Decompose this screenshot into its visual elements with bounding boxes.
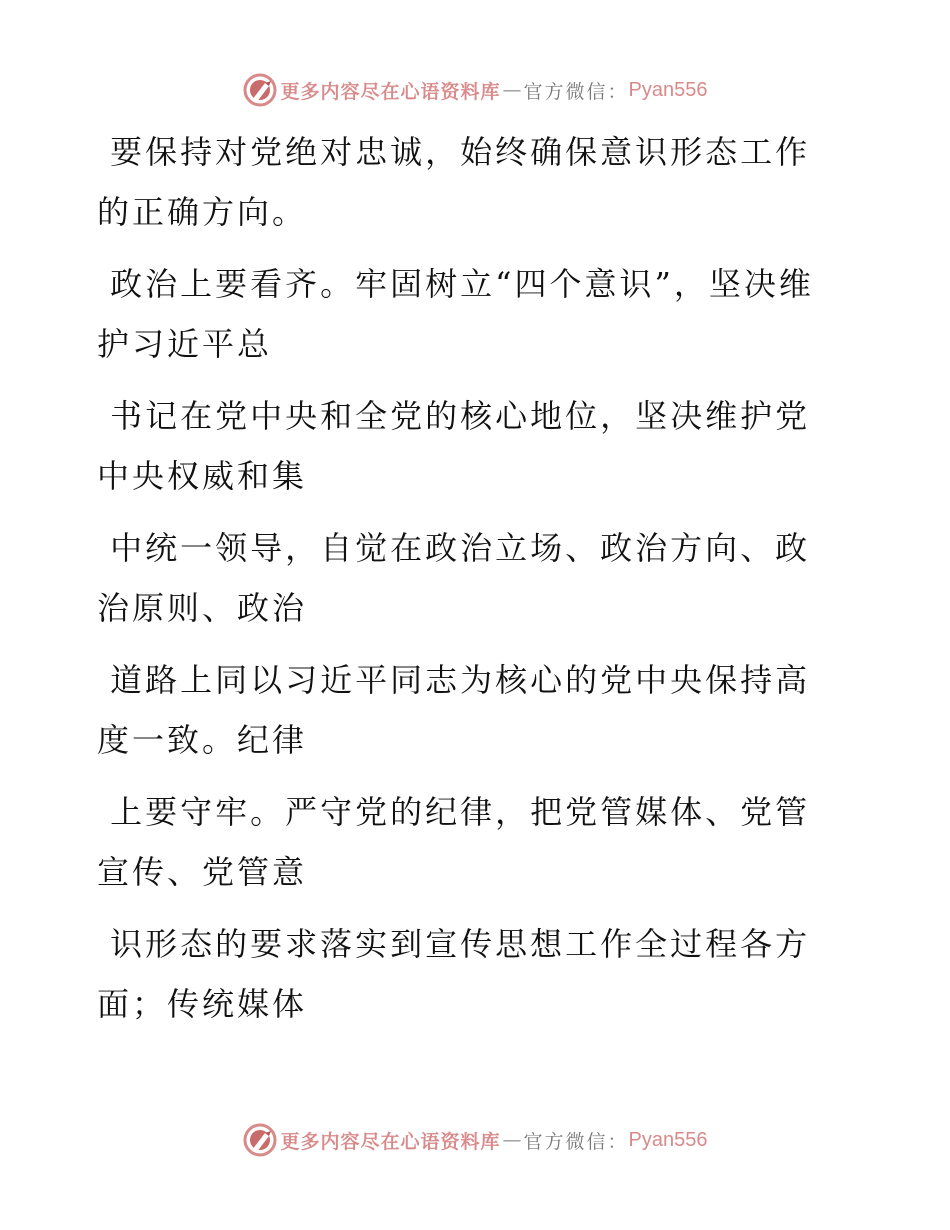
document-body — [97, 122, 837, 1046]
watermark-wechat-id: Pyan556 — [628, 78, 708, 101]
watermark-dash: — — [502, 1129, 522, 1151]
paragraph: 道路上同以习近平同志为核心的党中央保持高度一致。纪律 — [97, 661, 811, 759]
paragraph: 上要守牢。严守党的纪律，把党管媒体、党管宣传、党管意 — [97, 793, 811, 891]
watermark-title: 更多内容尽在心语资料库 — [280, 1130, 501, 1153]
paragraph: 书记在党中央和全党的核心地位，坚决维护党中央权威和集 — [97, 397, 811, 495]
pen-logo-icon — [243, 1123, 277, 1157]
watermark-title: 更多内容尽在心语资料库 — [280, 80, 501, 103]
paragraph: 中统一领导，自觉在政治立场、政治方向、政治原则、政治 — [97, 529, 811, 627]
footer-watermark — [0, 1120, 950, 1160]
paragraph: 要保持对党绝对忠诚，始终确保意识形态工作的正确方向。 — [97, 133, 811, 231]
pen-logo-icon — [243, 73, 277, 107]
watermark-wechat-id: Pyan556 — [628, 1128, 708, 1151]
paragraph: 政治上要看齐。牢固树立“四个意识”，坚决维护习近平总 — [97, 265, 814, 363]
watermark-dash: — — [502, 79, 522, 101]
watermark-wechat-label: 官方微信： — [523, 80, 629, 103]
header-watermark — [0, 70, 950, 110]
watermark-wechat-label: 官方微信： — [523, 1130, 629, 1153]
paragraph: 识形态的要求落实到宣传思想工作全过程各方面；传统媒体 — [97, 925, 811, 1023]
